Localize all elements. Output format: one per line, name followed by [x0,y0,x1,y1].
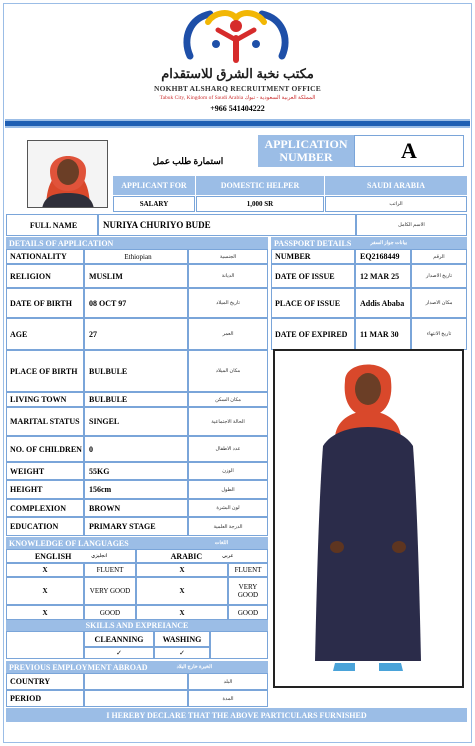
company-phone: +966 541404222 [210,104,265,113]
detail-label: WEIGHT [6,462,84,480]
english-label: ENGLISH [34,551,72,561]
skills-section-header: SKILLS AND EXPREIANCE [6,620,268,631]
company-address: Tabuk City, Kingdom of Saudi Arabia المملكة العربية السعودية - تبوك [159,95,316,101]
arabic-label: ARABIC [170,551,203,561]
detail-value: SINGEL [84,407,188,436]
detail-value: BULBULE [84,392,188,407]
detail-arabic: مكان الميلاد [188,350,268,392]
detail-label: DATE OF BIRTH [6,288,84,318]
passport-label: DATE OF EXPIRED [271,318,355,350]
detail-value: 08 OCT 97 [84,288,188,318]
skill-washing-label: WASHING [154,631,210,647]
application-number-label: APPLICATION NUMBER [258,135,354,167]
applicant-for-label: APPLICANT FOR [113,176,195,195]
lang-arabic-level: GOOD [228,605,268,620]
detail-arabic: لون البشرة [188,499,268,517]
previous-period-value [84,690,188,707]
previous-section-title: PREVIOUS EMPLOYMENT ABROAD [9,662,148,672]
detail-label: EDUCATION [6,517,84,536]
previous-country-arabic: البلد [188,673,268,690]
detail-label: PLACE OF BIRTH [6,350,84,392]
detail-value: BROWN [84,499,188,517]
lang-arabic-mark: X [136,605,228,620]
salary-label: SALARY [113,196,195,212]
languages-section-arabic: اللغات [214,541,228,546]
destination-country: SAUDI ARABIA [325,176,467,195]
passport-value: 11 MAR 30 [355,318,411,350]
company-arabic-name: مكتب نخبة الشرق للاستقدام [161,66,314,81]
detail-arabic: الوزن [188,462,268,480]
detail-arabic: الحالة الاجتماعية [188,407,268,436]
skill-washing-check: ✓ [154,647,210,659]
detail-value: 27 [84,318,188,350]
passport-section-title: PASSPORT DETAILS [274,238,352,248]
passport-section-header [271,237,467,249]
passport-value: EQ2168449 [355,249,411,264]
salary-arabic: الراتب [325,196,467,212]
lang-english-level: GOOD [84,605,136,620]
passport-label: PLACE OF ISSUE [271,288,355,318]
passport-arabic: مكان الاصدار [411,288,467,318]
previous-period-arabic: المدة [188,690,268,707]
lang-english-level: FLUENT [84,563,136,577]
company-logo [180,8,292,68]
arabic-header [136,549,268,563]
english-header [6,549,136,563]
passport-value: Addis Ababa [355,288,411,318]
lang-arabic-level: FLUENT [228,563,268,577]
detail-label: NATIONALITY [6,249,84,264]
details-section-header: DETAILS OF APPLICATION [6,237,268,249]
passport-value: 12 MAR 25 [355,264,411,288]
detail-arabic: عدد الاطفال [188,436,268,462]
passport-arabic: تاريخ الاصدار [411,264,467,288]
salary-value: 1,000 SR [196,196,324,212]
detail-label: LIVING TOWN [6,392,84,407]
header-divider [5,119,470,128]
skill-cleaning-label: CLEANNING [84,631,154,647]
previous-period-label: PERIOD [6,690,84,707]
detail-arabic: العمر [188,318,268,350]
detail-arabic: الطول [188,480,268,499]
full-name-value: NURIYA CHURIYO BUDE [98,214,356,236]
detail-arabic: الجنسية [188,249,268,264]
previous-section-arabic: الخبرة خارج البلاد [176,665,212,670]
lang-english-mark: X [6,577,84,605]
applicant-photo-small [27,140,108,208]
application-number-value: A [354,135,464,167]
arabic-arabic: عربي [222,554,234,559]
full-name-arabic: الاسم الكامل [356,214,467,236]
previous-country-label: COUNTRY [6,673,84,690]
detail-label: COMPLEXION [6,499,84,517]
passport-arabic: الرقم [411,249,467,264]
skill-cleaning-check: ✓ [84,647,154,659]
lang-arabic-level: VERY GOOD [228,577,268,605]
languages-section-title: KNOWLEDGE OF LANGUAGES [9,538,129,548]
position-applied: DOMESTIC HELPER [196,176,324,195]
previous-country-value [84,673,188,690]
passport-section-arabic: بيانات جواز السفر [370,241,407,246]
detail-label: AGE [6,318,84,350]
detail-value: PRIMARY STAGE [84,517,188,536]
passport-label: DATE OF ISSUE [271,264,355,288]
skills-empty-right [210,631,268,659]
passport-label: NUMBER [271,249,355,264]
full-name-label: FULL NAME [6,214,98,236]
detail-arabic: مكان السكن [188,392,268,407]
detail-value: 156cm [84,480,188,499]
detail-arabic: الدرجة العلمية [188,517,268,536]
applicant-photo-full [273,349,464,688]
detail-arabic: تاريخ الميلاد [188,288,268,318]
detail-label: HEIGHT [6,480,84,499]
lang-arabic-mark: X [136,577,228,605]
previous-section-header [6,661,268,673]
skills-empty-left [6,631,84,659]
lang-english-level: VERY GOOD [84,577,136,605]
lang-english-mark: X [6,605,84,620]
detail-value: Ethiopian [84,249,188,264]
english-arabic: انجليزي [91,554,108,559]
detail-label: MARITAL STATUS [6,407,84,436]
languages-section-header [6,537,268,549]
detail-value: 0 [84,436,188,462]
lang-arabic-mark: X [136,563,228,577]
passport-arabic: تاريخ الانتهاء [411,318,467,350]
detail-value: BULBULE [84,350,188,392]
detail-label: RELIGION [6,264,84,288]
company-name: NOKHBT ALSHARQ RECRUITMENT OFFICE [154,84,321,93]
detail-arabic: الديانة [188,264,268,288]
application-arabic-title: استمارة طلب عمل [152,156,224,166]
detail-label: NO. OF CHILDREN [6,436,84,462]
declaration-bar: I HEREBY DECLARE THAT THE ABOVE PARTICULARS FURNISHED [6,708,467,722]
lang-english-mark: X [6,563,84,577]
detail-value: MUSLIM [84,264,188,288]
detail-value: 55KG [84,462,188,480]
